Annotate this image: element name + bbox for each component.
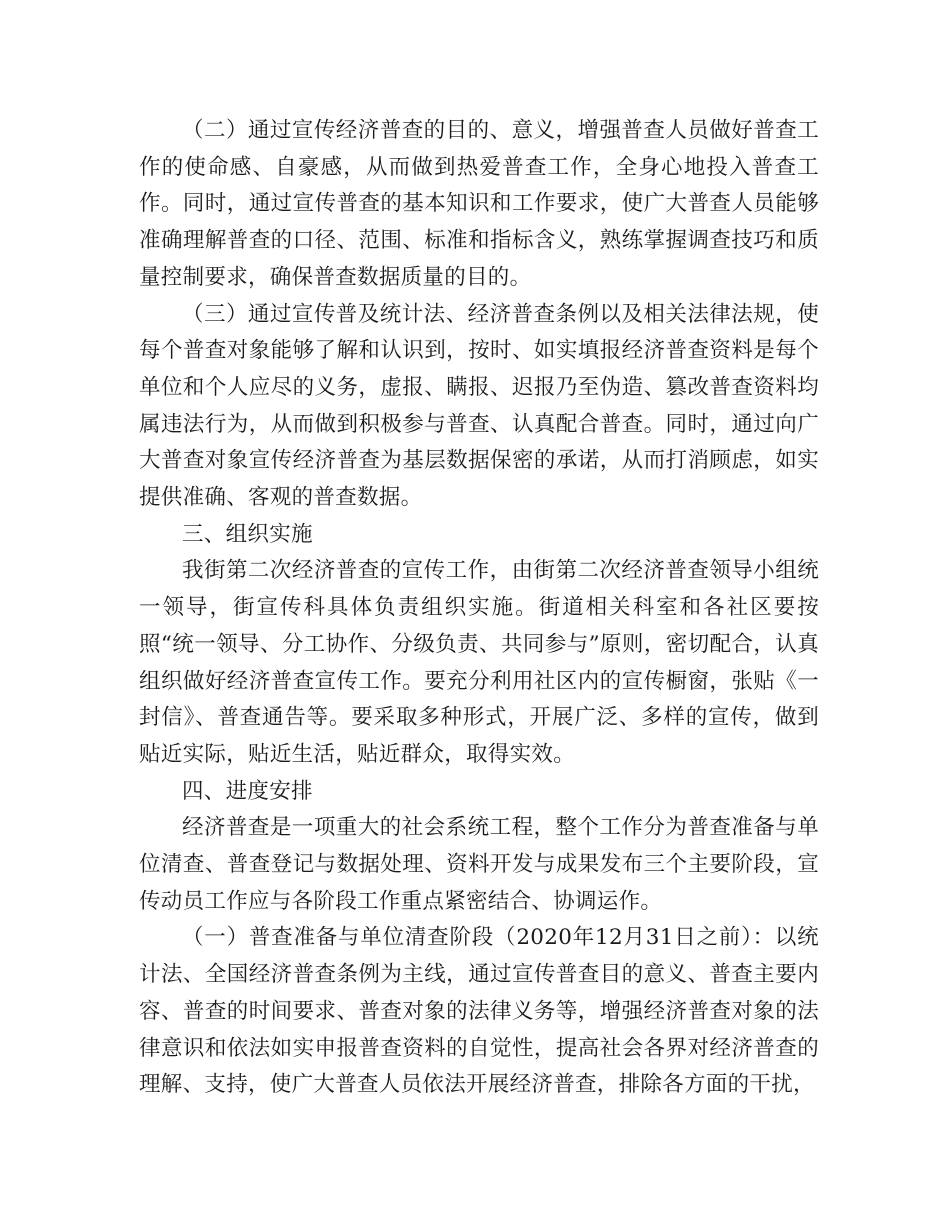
document-body [139, 113, 819, 1104]
paragraph-schedule-stage-1: （一）普查准备与单位清查阶段（2020年12月31日之前）：以统计法、全国经济普查条例为主线，通过宣传普查目的意义、普查主要内容、普查的时间要求、普查对象的法律义务等，增强经济普查对象的法律意识和依法如实申报普查资料的自觉性，提高社会各界对经济普查的理解、支持，使广大普查人员依法开展经济普查，排除各方面的干扰， [139, 925, 819, 1098]
paragraph-schedule-overview: 经济普查是一项重大的社会系统工程，整个工作分为普查准备与单位清查、普查登记与数据处理、资料开发与成果发布三个主要阶段，宣传动员工作应与各阶段工作重点紧密结合、协调运作。 [139, 815, 819, 914]
heading-schedule: 四、进度安排 [182, 778, 313, 804]
paragraph-organization: 我街第二次经济普查的宣传工作，由街第二次经济普查领导小组统一领导，街宣传科具体负责组织实施。街道相关科室和各社区要按照“统一领导、分工协作、分级负责、共同参与”原则，密切配合，认真组织做好经济普查宣传工作。要充分利用社区内的宣传橱窗，张贴《一封信》、普查通告等。要采取多种形式，开展广泛、多样的宣传，做到贴近实际，贴近生活，贴近群众，取得实效。 [139, 558, 819, 767]
paragraph-publicity-goal-3: （三）通过宣传普及统计法、经济普查条例以及相关法律法规，使每个普查对象能够了解和认识到，按时、如实填报经济普查资料是每个单位和个人应尽的义务，虚报、瞒报、迟报乃至伪造、篡改普查资料均属违法行为，从而做到积极参与普查、认真配合普查。同时，通过向广大普查对象宣传经济普查为基层数据保密的承诺，从而打消顾虑，如实提供准确、客观的普查数据。 [139, 301, 819, 511]
paragraph-publicity-goal-2: （二）通过宣传经济普查的目的、意义，增强普查人员做好普查工作的使命感、自豪感，从而做到热爱普查工作，全身心地投入普查工作。同时，通过宣传普查的基本知识和工作要求，使广大普查人员能够准确理解普查的口径、范围、标准和指标含义，熟练掌握调查技巧和质量控制要求，确保普查数据质量的目的。 [139, 118, 819, 290]
heading-organization: 三、组织实施 [182, 521, 313, 547]
